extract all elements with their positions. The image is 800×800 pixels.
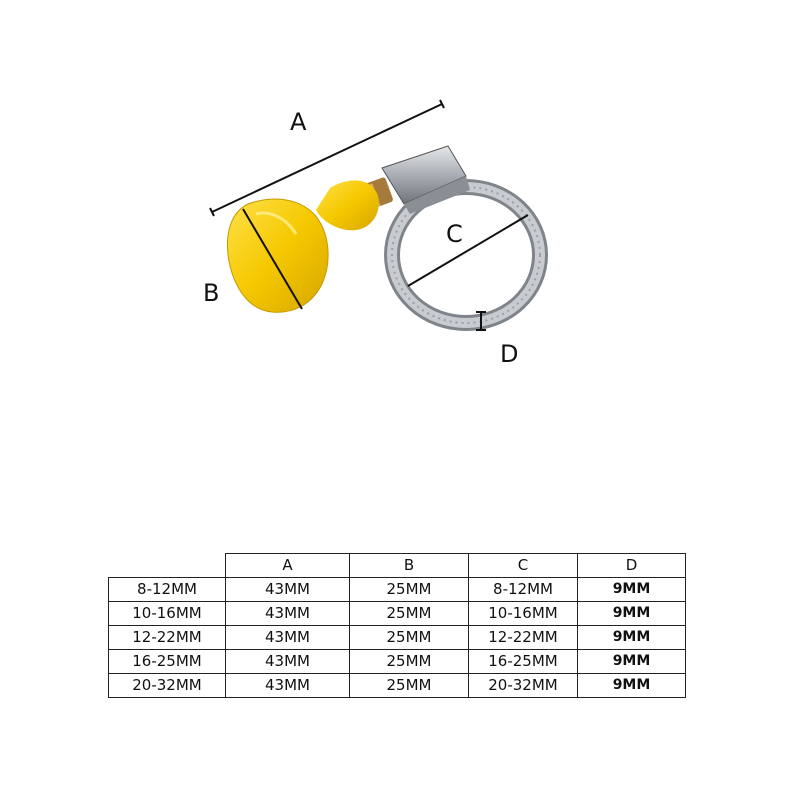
table-header-row [109,554,686,578]
table-row [109,626,686,650]
cell-a: 43MM [226,602,350,626]
cell-a: 43MM [226,578,350,602]
cell-b: 25MM [350,650,469,674]
cell-b: 25MM [350,602,469,626]
cell-c: 10-16MM [469,602,578,626]
header-d: D [578,554,686,578]
cell-d: 9MM [578,626,686,650]
clamp-housing [382,146,470,214]
table-row [109,578,686,602]
cell-c: 20-32MM [469,674,578,698]
cell-size: 20-32MM [109,674,226,698]
cell-c: 12-22MM [469,626,578,650]
label-b: B [203,279,220,307]
cell-a: 43MM [226,626,350,650]
label-c: C [446,220,463,248]
cell-size: 16-25MM [109,650,226,674]
cell-b: 25MM [350,578,469,602]
dim-c-line [408,215,528,286]
spec-table [108,553,686,698]
table-row [109,650,686,674]
header-a: A [226,554,350,578]
header-size [109,554,226,578]
cell-size: 10-16MM [109,602,226,626]
cell-b: 25MM [350,674,469,698]
header-b: B [350,554,469,578]
table-row [109,602,686,626]
label-a: A [290,108,307,136]
cell-b: 25MM [350,626,469,650]
cell-d: 9MM [578,578,686,602]
cell-a: 43MM [226,674,350,698]
cell-a: 43MM [226,650,350,674]
yellow-thumb-key [227,180,378,312]
cell-d: 9MM [578,674,686,698]
cell-c: 8-12MM [469,578,578,602]
cell-size: 12-22MM [109,626,226,650]
cell-d: 9MM [578,602,686,626]
cell-d: 9MM [578,650,686,674]
cell-c: 16-25MM [469,650,578,674]
label-d: D [500,340,519,368]
cell-size: 8-12MM [109,578,226,602]
table-row [109,674,686,698]
header-c: C [469,554,578,578]
